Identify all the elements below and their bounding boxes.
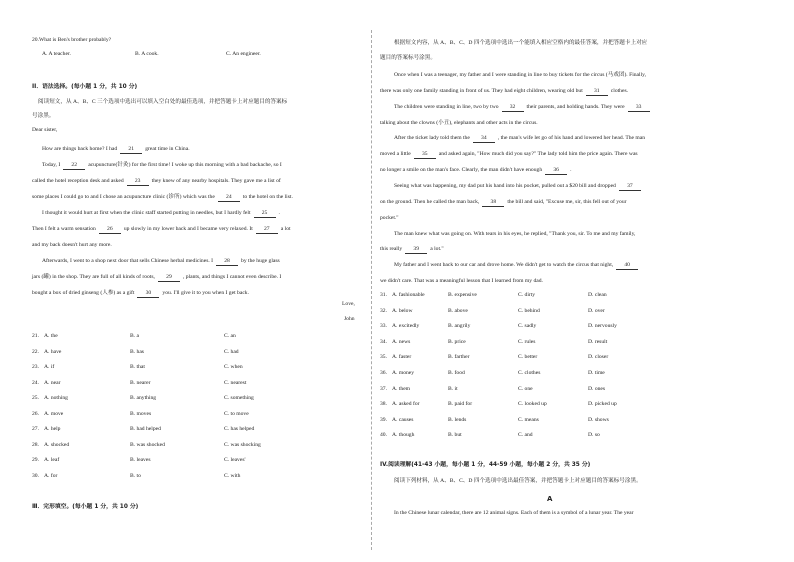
option-a: A. below [392, 307, 413, 314]
passage-text: How are things back home? I had [42, 146, 118, 152]
story-line [394, 104, 653, 112]
question-number: 32. [380, 307, 387, 314]
passage-text: a lot [280, 226, 291, 232]
passage-a-first-line: In the Chinese lunar calendar, there are 12 animal signs. Each of them is a symbol of a lunar year. The year [394, 510, 634, 516]
section-2-instr-2: 号涂黑。 [32, 113, 55, 119]
passage-text: acupuncture(针灸) for the first time! I woke up this morning with a bad backache, so I [88, 162, 282, 168]
section-4-title: IV.阅读理解(41-43 小题，每小题 1 分，44-59 小题，每小题 2 分，共 35 分) [380, 462, 591, 468]
answer-blank: 27 [256, 226, 278, 234]
passage-text: Seeing what was happening, my dad put his hand into his pocket, pulled out a $20 bill and dropped [394, 183, 616, 189]
letter-signature: John [344, 316, 355, 322]
option-d: D. result [588, 338, 608, 345]
section-3-title: Ⅲ．完形填空。(每小题 1 分，共 10 分) [32, 504, 139, 510]
answer-blank: 21 [120, 146, 142, 154]
passage-text: they knew of any nearby hospitals. They gave me a list of [151, 178, 281, 184]
passage-text: by the huge glass [241, 258, 280, 264]
letter-line [42, 162, 282, 170]
section-2-instr-1: 阅读短文，从 A、B、C 三个选项中选出可以填入空白处的最佳选项，并把答题卡上对应题目的答案标 [38, 99, 288, 105]
option-c: C. to move [224, 410, 249, 417]
answer-blank: 36 [545, 167, 567, 175]
answer-blank: 26 [99, 226, 121, 234]
option-b: B. but [448, 432, 462, 439]
option-d: D. picked up [588, 401, 617, 408]
question-number: 26. [32, 410, 39, 417]
passage-text: great time in China. [145, 146, 190, 152]
passage-text: a lot." [430, 246, 444, 252]
option-a: A. have [44, 348, 62, 355]
question-number: 39. [380, 416, 387, 423]
story-line [380, 151, 638, 159]
passage-text: . [278, 210, 280, 216]
option-c: C. leaves' [224, 457, 246, 463]
option-a: A. fashionable [392, 292, 425, 298]
passage-text: Today, I [42, 162, 61, 168]
option-c: C. better [518, 354, 538, 361]
option-c: C. dirty [518, 292, 536, 298]
option-a: A. nothing [44, 395, 68, 401]
story-line [394, 72, 646, 79]
option-b: B. paid for [448, 401, 473, 408]
passage-text: . [570, 167, 572, 173]
question-number: 30. [32, 472, 39, 479]
question-number: 35. [380, 354, 387, 361]
question-number: 40. [380, 432, 387, 439]
option-b: B. expensive [448, 292, 477, 298]
letter-line [32, 194, 293, 202]
passage-text: Once when I was a teenager, my father and I were standing in line to buy tickets for the circus (马戏团). Finally, [394, 72, 646, 78]
answer-blank: 34 [473, 135, 495, 143]
option-b: B. price [448, 338, 466, 345]
letter-line [32, 178, 281, 186]
option-c: C. something [224, 395, 254, 401]
story-line [394, 135, 645, 143]
story-line [380, 246, 444, 254]
answer-blank: 24 [218, 194, 240, 202]
passage-text: My father and I went back to our car and drove home. We didn't get to watch the circus that night, [394, 262, 614, 268]
story-line [380, 278, 543, 285]
passage-text: no longer a smile on the man's face. Clearly, the man didn't have enough [380, 167, 543, 173]
passage-text: and my back doesn't hurt any more. [32, 242, 112, 248]
option-d: D. over [588, 307, 605, 314]
left-column [32, 0, 360, 562]
passage-text: their parents, and holding hands. They were [526, 104, 625, 110]
passage-text: Then I felt a warm sensation [32, 226, 96, 232]
question-number: 29. [32, 457, 39, 463]
answer-blank: 31 [586, 88, 608, 96]
passage-text: The children were standing in line, two by two [394, 104, 499, 110]
option-a: A. excitedly [392, 323, 420, 330]
answer-blank: 40 [616, 262, 638, 270]
option-a: A. shocked [44, 441, 70, 448]
passage-text: bought a box of dried ginseng (人参) as a gift [32, 290, 135, 296]
option-b: B. lends [448, 416, 467, 423]
answer-blank: 35 [414, 151, 436, 159]
option-a: A. the [44, 333, 58, 339]
question-number: 33. [380, 323, 387, 330]
letter-closing: Love, [342, 301, 355, 307]
answer-blank: 30 [137, 290, 159, 298]
passage-text: talking about the clowns (小丑), elephants and other acts in the circus. [380, 120, 538, 126]
option-a: A. help [44, 426, 61, 432]
answer-blank: 39 [405, 246, 427, 254]
option-c: C. rules [518, 338, 536, 345]
q20-option-c: C. An engineer. [226, 51, 261, 57]
option-b: B. farther [448, 354, 470, 361]
option-b: B. has [130, 348, 144, 355]
right-column [380, 0, 710, 562]
question-number: 34. [380, 338, 387, 345]
answer-blank: 29 [158, 274, 180, 282]
option-a: A. asked for [392, 401, 420, 408]
passage-text: there was only one family standing in front of us. They had eight children, wearing old but [380, 88, 583, 94]
answer-blank: 33 [628, 104, 650, 112]
option-c: C. and [518, 432, 533, 439]
answer-blank: 32 [502, 104, 524, 112]
letter-line [32, 226, 291, 234]
passage-text: I thought it would hurt at first when the clinic staff started putting in needles, but I hardly felt [42, 210, 251, 216]
story-line [380, 199, 627, 207]
letter-line [32, 274, 281, 282]
passage-text: After the ticket lady told them the [394, 135, 470, 141]
option-b: B. was shocked [130, 441, 165, 448]
letter-line [32, 290, 249, 298]
cloze-instr-1: 根据短文内容，从 A、B、C、D 四个选项中选出一个能填入相应空格内的最佳答案，并把答题卡上对应 [394, 40, 648, 46]
story-line [394, 262, 641, 270]
answer-blank: 22 [63, 162, 85, 170]
option-d: D. nervously [588, 323, 617, 330]
option-b: B. food [448, 370, 465, 376]
option-a: A. them [392, 385, 411, 392]
q20-option-b: B. A cook. [135, 51, 159, 57]
passage-text: jars (罐) in the shop. They are full of all kinds of roots, [32, 274, 155, 280]
passage-text: clothes. [610, 88, 629, 94]
letter-line [32, 127, 57, 134]
option-b: B. anything [130, 395, 157, 401]
passage-text: some places I could go to and I chose an acupuncture clinic (诊所) which was the [32, 194, 215, 200]
cloze-instr-2: 题目的答案标号涂黑。 [380, 55, 436, 61]
option-a: A. faster [392, 354, 412, 361]
option-a: A. if [44, 364, 55, 370]
passage-text: and asked again, "How much did you say?" The lady told him the price again. There was [438, 151, 638, 157]
option-c: C. had [224, 348, 239, 355]
reading-instr: 阅读下列材料，从 A、B、C、D 四个选项中选出最佳答案，并把答题卡上对应题目的答案标号涂黑。 [394, 478, 642, 484]
letter-line [42, 210, 280, 218]
option-d: D. so [588, 432, 600, 439]
option-a: A. leaf [44, 457, 60, 463]
answer-blank: 38 [482, 199, 504, 207]
question-number: 31. [380, 292, 387, 298]
option-c: C. clothes [518, 370, 541, 376]
story-line [380, 120, 538, 127]
option-a: A. move [44, 410, 64, 417]
passage-text: called the hotel reception desk and asked [32, 178, 124, 184]
option-b: B. had helped [130, 426, 161, 432]
option-d: D. closer [588, 354, 609, 361]
answer-blank: 28 [216, 258, 238, 266]
option-b: B. that [130, 364, 145, 370]
option-c: C. with [224, 472, 241, 479]
option-a: A. though [392, 432, 415, 439]
passage-text: you. I'll give it to you when I get back. [162, 290, 249, 296]
question-number: 37. [380, 385, 387, 392]
option-d: D. clean [588, 292, 607, 298]
option-d: D. ones [588, 385, 606, 392]
option-b: B. leaves [130, 457, 151, 463]
question-number: 38. [380, 401, 387, 408]
answer-blank: 25 [254, 210, 276, 218]
option-c: C. when [224, 364, 243, 370]
q20-option-a: A. A teacher. [42, 51, 71, 57]
question-number: 25. [32, 395, 39, 401]
story-line [394, 231, 635, 238]
option-d: D. shows [588, 416, 609, 423]
column-divider [371, 30, 372, 550]
option-c: C. behind [518, 307, 540, 314]
story-line [380, 167, 572, 175]
letter-line [42, 258, 280, 266]
passage-a-label: A [547, 495, 553, 503]
question-number: 28. [32, 441, 39, 448]
option-b: B. a [130, 333, 140, 339]
option-b: B. moves [130, 410, 152, 417]
option-c: C. one [518, 385, 533, 392]
answer-blank: 37 [619, 183, 641, 191]
option-b: B. it [448, 385, 458, 392]
question-number: 22. [32, 348, 39, 355]
option-a: A. money [392, 370, 415, 376]
option-c: C. looked up [518, 401, 547, 408]
option-a: A. for [44, 472, 58, 479]
option-d: D. time [588, 370, 605, 376]
option-c: C. an [224, 333, 236, 339]
passage-text: this really [380, 246, 403, 252]
option-c: C. nearest [224, 379, 247, 386]
section-2-title: II．语法选择。(每小题 1 分，共 10 分) [32, 84, 138, 90]
passage-text: , the man's wife let go of his hand and lowered her head. The man [497, 135, 646, 141]
option-a: A. near [44, 379, 61, 386]
option-b: B. to [130, 472, 141, 479]
letter-line [32, 242, 112, 249]
option-a: A. causes [392, 416, 414, 423]
option-a: A. news [392, 338, 411, 345]
option-c: C. sadly [518, 323, 537, 330]
passage-text: pocket." [380, 215, 399, 221]
passage-text: on the ground. Then he called the man back, [380, 199, 480, 205]
passage-text: we didn't care. That was a meaningful lesson that I learned from my dad. [380, 278, 543, 284]
passage-text: to the hotel on the list. [242, 194, 293, 200]
question-number: 36. [380, 370, 387, 376]
story-line [380, 215, 399, 222]
option-b: B. nearer [130, 379, 151, 386]
passage-text: moved a little [380, 151, 411, 157]
passage-text: Dear sister, [32, 127, 58, 133]
question-number: 24. [32, 379, 39, 386]
option-b: B. angrily [448, 323, 471, 330]
passage-text: the bill and said, "Excuse me, sir, this fell out of your [507, 199, 627, 205]
passage-text: The man knew what was going on. With tears in his eyes, he replied, "Thank you, sir. To me and my family, [394, 231, 636, 237]
question-number: 23. [32, 364, 39, 370]
answer-blank: 23 [127, 178, 149, 186]
passage-text: , plants, and things I cannot even describe. I [182, 274, 282, 280]
question-number: 27. [32, 426, 39, 432]
question-number: 21. [32, 333, 39, 339]
passage-text: up slowly in my lower back and I became very relaxed. It [123, 226, 253, 232]
option-b: B. above [448, 307, 468, 314]
option-c: C. means [518, 416, 539, 423]
q20-stem: 20.What is Ben's brother probably? [32, 37, 112, 43]
passage-text: Afterwards, I went to a shop next door that sells Chinese herbal medicines. I [42, 258, 214, 264]
option-c: C. has helped [224, 426, 255, 432]
option-c: C. was shocking [224, 441, 261, 448]
story-line [380, 88, 628, 96]
letter-line [42, 146, 190, 154]
story-line [394, 183, 644, 191]
